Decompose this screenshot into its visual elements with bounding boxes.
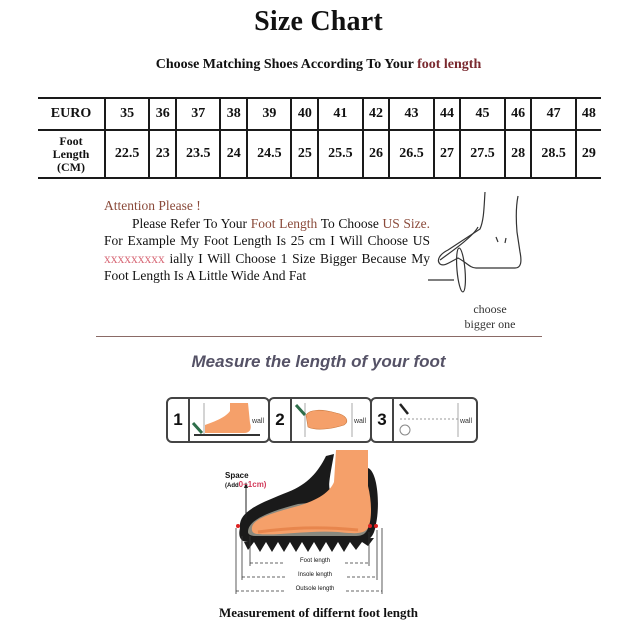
subtitle-highlight: foot length bbox=[417, 57, 482, 72]
attention-text: For Example My Foot Length Is 25 cm I Will Choose US bbox=[104, 233, 430, 249]
foot-length-header-line: (CM) bbox=[57, 159, 85, 174]
foot-length-label: Foot length bbox=[285, 558, 345, 564]
euro-cell: 43 bbox=[389, 98, 433, 130]
outsole-length-label: Outsole length bbox=[285, 586, 345, 592]
measure-title: Measure the length of your foot bbox=[191, 352, 446, 371]
step-number: 2 bbox=[270, 399, 292, 441]
foot-length-cell: 23 bbox=[149, 130, 176, 178]
attention-text: ially I Will Choose 1 Size Bigger Because My Foot Length Is A Little Wide And Fat bbox=[104, 250, 430, 284]
caption-line: bigger one bbox=[464, 317, 516, 331]
foot-length-cell: 24 bbox=[220, 130, 247, 178]
euro-cell: 40 bbox=[291, 98, 318, 130]
euro-cell: 46 bbox=[505, 98, 532, 130]
euro-cell: 45 bbox=[460, 98, 504, 130]
space-label bbox=[225, 471, 266, 491]
attention-text: Please Refer To Your bbox=[132, 215, 251, 231]
euro-cell: 36 bbox=[149, 98, 176, 130]
step-picture bbox=[190, 399, 268, 441]
euro-cell: 38 bbox=[220, 98, 247, 130]
foot-length-header-line: Length bbox=[52, 146, 90, 161]
foot-length-header bbox=[38, 130, 105, 178]
euro-cell: 48 bbox=[576, 98, 601, 130]
space-add-label bbox=[225, 480, 266, 491]
foot-length-cell: 22.5 bbox=[105, 130, 149, 178]
euro-header: EURO bbox=[38, 98, 105, 130]
attention-text: To Choose bbox=[317, 215, 383, 231]
space-label-text: Space bbox=[225, 471, 249, 480]
foot-length-cell: 28.5 bbox=[531, 130, 575, 178]
attention-heading: Attention Please ! bbox=[104, 198, 201, 213]
space-add-prefix: (Add bbox=[225, 483, 239, 489]
foot-sketch-icon bbox=[418, 182, 533, 297]
attention-note bbox=[104, 197, 430, 285]
euro-cell: 44 bbox=[434, 98, 461, 130]
wall-label: wall bbox=[459, 418, 472, 425]
redacted-text: xxxxxxxxx bbox=[104, 250, 165, 266]
foot-length-cell: 28 bbox=[505, 130, 532, 178]
wall-label: wall bbox=[353, 418, 366, 425]
caption-line: choose bbox=[473, 302, 507, 316]
foot-length-row bbox=[38, 130, 601, 178]
step-picture bbox=[292, 399, 370, 441]
foot-length-cell: 24.5 bbox=[247, 130, 291, 178]
attention-body bbox=[104, 215, 430, 285]
wall-label: wall bbox=[251, 418, 264, 425]
euro-row bbox=[38, 98, 601, 130]
subtitle-text: Choose Matching Shoes According To Your bbox=[155, 57, 418, 72]
measure-step-1 bbox=[166, 397, 270, 443]
measure-step-2 bbox=[268, 397, 372, 443]
euro-cell: 37 bbox=[176, 98, 220, 130]
foot-length-cell: 23.5 bbox=[176, 130, 220, 178]
foot-length-cell: 25 bbox=[291, 130, 318, 178]
foot-length-cell: 26 bbox=[363, 130, 390, 178]
measure-step-3 bbox=[370, 397, 478, 443]
euro-cell: 41 bbox=[318, 98, 362, 130]
foot-length-cell: 27 bbox=[434, 130, 461, 178]
insole-length-label: Insole length bbox=[285, 572, 345, 578]
foot-length-cell: 27.5 bbox=[460, 130, 504, 178]
step-number: 3 bbox=[372, 399, 394, 441]
foot-sketch-caption bbox=[455, 302, 525, 332]
section-divider bbox=[96, 336, 542, 337]
bottom-caption: Measurement of differnt foot length bbox=[218, 605, 419, 620]
euro-cell: 35 bbox=[105, 98, 149, 130]
attention-highlight: Foot Length bbox=[250, 215, 318, 231]
euro-cell: 47 bbox=[531, 98, 575, 130]
euro-cell: 42 bbox=[363, 98, 390, 130]
foot-length-cell: 25.5 bbox=[318, 130, 362, 178]
page-title: Size Chart bbox=[254, 6, 383, 37]
space-add-value: 0~1cm) bbox=[238, 480, 267, 489]
foot-length-header-line: Foot bbox=[59, 133, 83, 148]
step-number: 1 bbox=[168, 399, 190, 441]
size-chart-table bbox=[38, 97, 601, 179]
foot-length-cell: 29 bbox=[576, 130, 601, 178]
foot-length-cell: 26.5 bbox=[389, 130, 433, 178]
euro-cell: 39 bbox=[247, 98, 291, 130]
page-subtitle bbox=[0, 57, 637, 73]
attention-highlight: US Size. bbox=[382, 215, 431, 231]
step-picture bbox=[394, 399, 476, 441]
